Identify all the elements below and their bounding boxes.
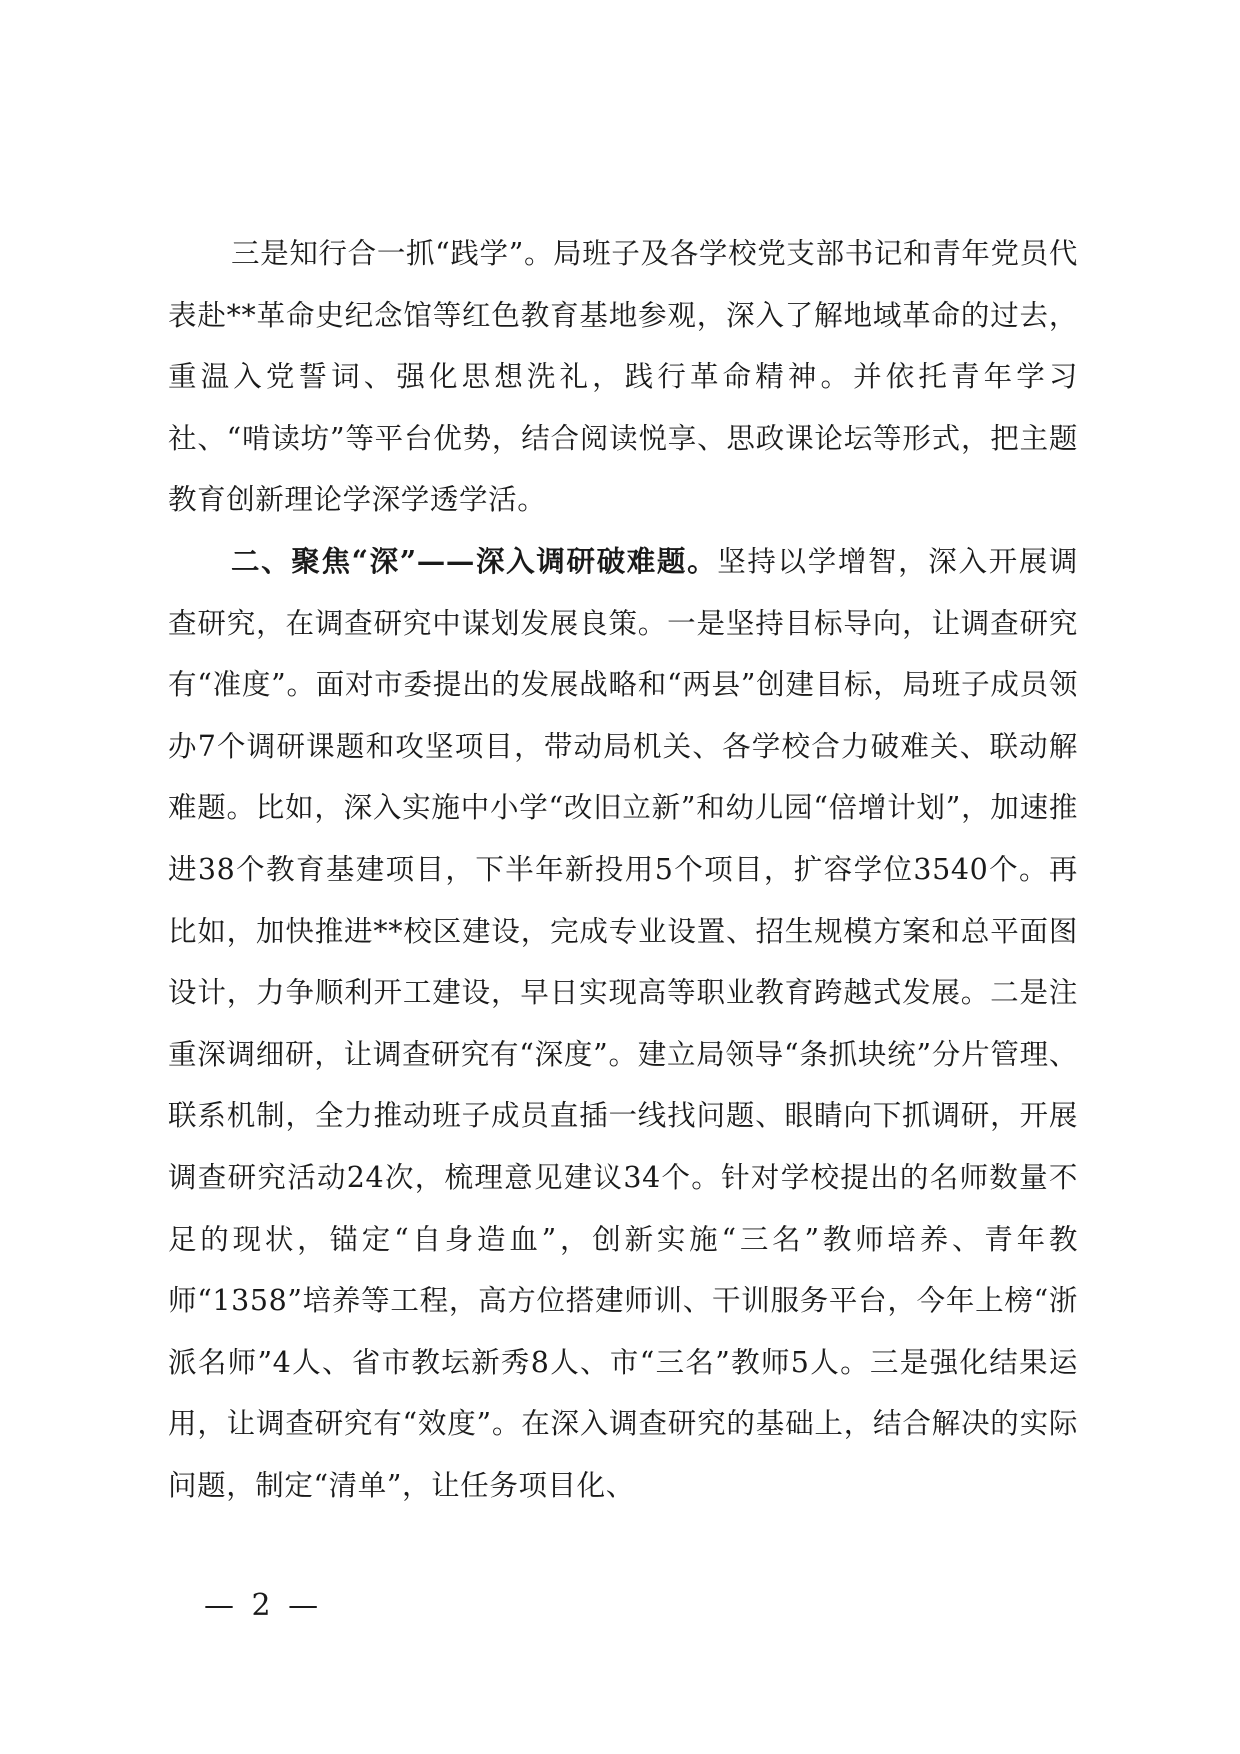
section-heading: 二、聚焦“深”——深入调研破难题。 xyxy=(231,543,718,578)
section-body: 坚持以学增智，深入开展调查研究，在调查研究中谋划发展良策。一是坚持目标导向，让调查研究有“准度”。面对市委提出的发展战略和“两县”创建目标，局班子成员领办7个调研课题和攻坚项目，带动局机关、各学校合力破难关、联动解难题。比如，深入实施中小学“改旧立新”和幼儿园“倍增计划”，加速推进38个教育基建项目，下半年新投用5个项目，扩容学位3540个。再比如，加快推进**校区建设，完成专业设置、招生规模方案和总平面图设计，力争顺利开工建设，早日实现高等职业教育跨越式发展。二是注重深调细研，让调查研究有“深度”。建立局领导“条抓块统”分片管理、联系机制，全力推动班子成员直插一线找问题、眼睛向下抓调研，开展调查研究活动24次，梳理意见建议34个。针对学校提出的名师数量不足的现状，锚定“自身造血”，创新实施“三名”教师培养、青年教师“1358”培养等工程，高方位搭建师训、干训服务平台，今年上榜“浙派名师”4人、省市教坛新秀8人、市“三名”教师5人。三是强化结果运用，让调查研究有“效度”。在深入调查研究的基础上，结合解决的实际问题，制定“清单”，让任务项目化、 xyxy=(168,544,1078,1502)
paragraph-practice-learning: 三是知行合一抓“践学”。局班子及各学校党支部书记和青年党员代表赴**革命史纪念馆等红色教育基地参观，深入了解地域革命的过去，重温入党誓词、强化思想洗礼，践行革命精神。并依托青年学习社、“啃读坊”等平台优势，结合阅读悦享、思政课论坛等形式，把主题教育创新理论学深学透学活。 xyxy=(168,237,1078,517)
page-number: — 2 — xyxy=(204,1588,323,1623)
paragraph-in-depth-research xyxy=(168,531,1078,1517)
document-body xyxy=(168,223,1078,1516)
